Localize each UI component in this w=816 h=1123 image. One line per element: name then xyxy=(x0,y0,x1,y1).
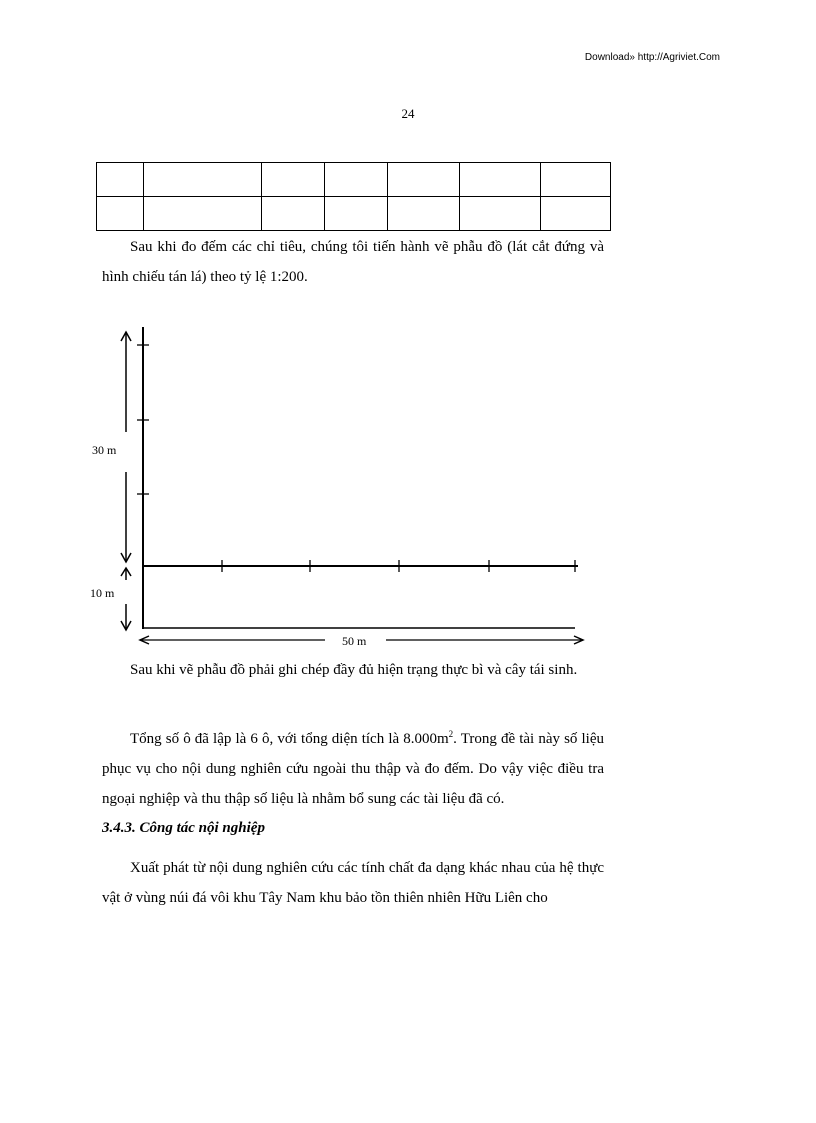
paragraph-4: Xuất phát từ nội dung nghiên cứu các tính chất đa dạng khác nhau của hệ thực vật ở vùng núi đá vôi khu Tây Nam khu bảo tồn thiên nhiên Hữu Liên cho xyxy=(102,860,604,906)
paragraph-3: Tổng số ô đã lập là 6 ô, với tổng diện tích là $8.000m^2$. Trong đề tài này số liệu phục vụ cho nội dung nghiên cứu ngoài thu thập và đo đếm. Do vậy việc điều tra ngoại nghiệp và thu thập số liệu là nhằm bổ sung các tài liệu đã có. xyxy=(102,729,605,807)
height-label: 30 m xyxy=(92,443,117,457)
page-number: 24 xyxy=(401,106,415,121)
section-heading: 3.4.3. Công tác nội nghiệp xyxy=(102,820,265,836)
width-label: 50 m xyxy=(342,634,367,648)
paragraph-2: Sau khi vẽ phẫu đồ phải ghi chép đầy đủ hiện trạng thực bì và cây tái sinh. xyxy=(130,662,578,678)
download-link[interactable]: Download» http://Agriviet.Com xyxy=(584,52,720,63)
paragraph-1: Sau khi đo đếm các chỉ tiêu, chúng tôi tiến hành vẽ phẫu đồ (lát cắt đứng và hình chiếu tán lá) theo tỷ lệ 1:200. xyxy=(102,239,604,285)
depth-label: 10 m xyxy=(90,586,115,600)
